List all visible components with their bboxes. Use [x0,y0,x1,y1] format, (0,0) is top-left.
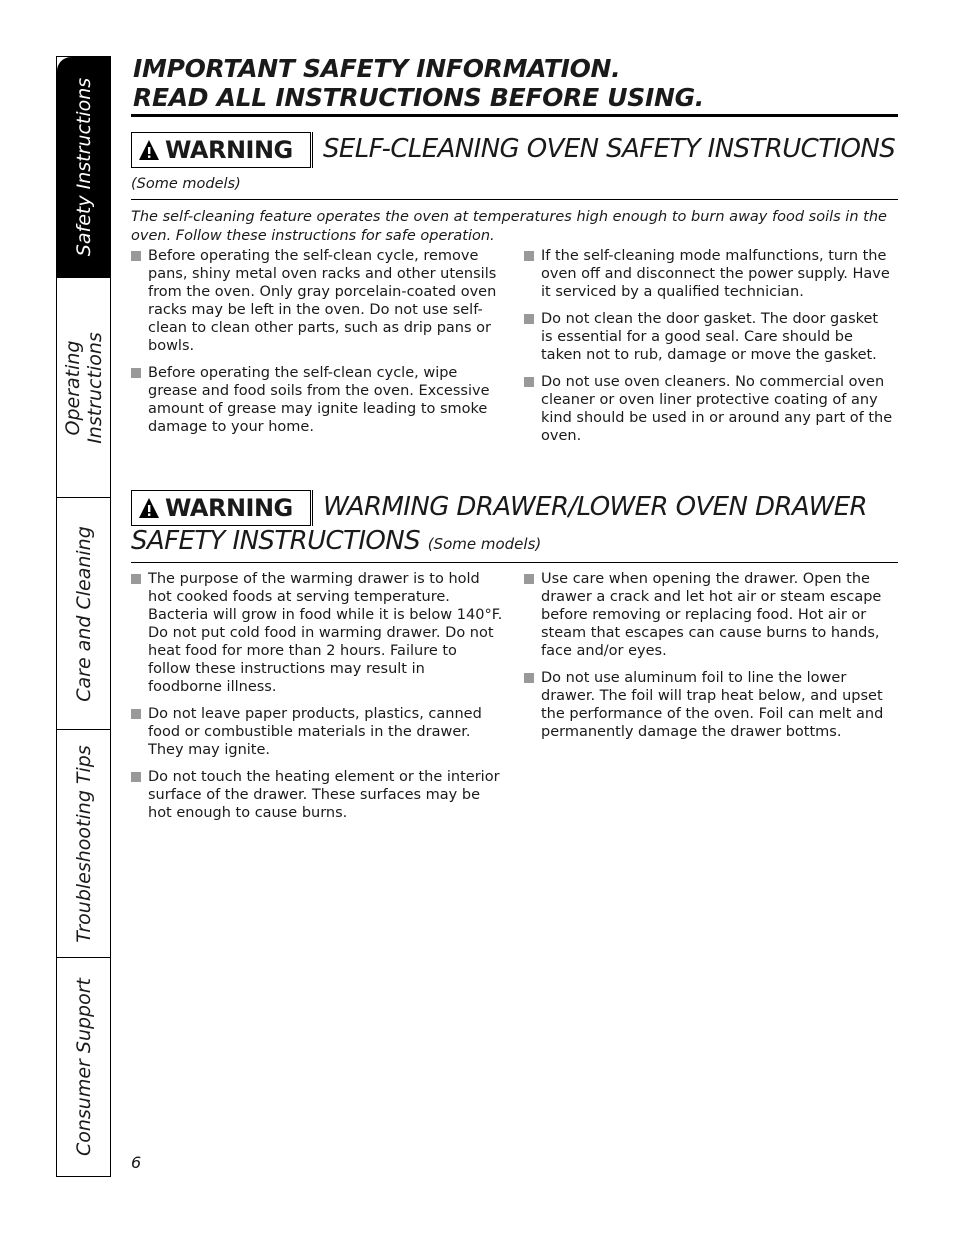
square-bullet-icon [524,314,534,324]
list-item [524,310,894,364]
tab-label: Care and Cleaning [73,525,95,702]
list-item-text: Do not use oven cleaners. No commercial oven cleaner or oven liner protective coating of any kind should be used in or around any part of the oven. [541,374,893,444]
square-bullet-icon [131,772,141,782]
section-intro: The self-cleaning feature operates the oven at temperatures high enough to burn away food soils in the oven. Follow these instructions for safe operation. [131,209,887,244]
warning-label: WARNING [165,494,293,522]
some-models-note: (Some models) [427,535,542,553]
list-item-text: If the self-cleaning mode malfunctions, turn the oven off and disconnect the power supply. Have it serviced by a qualified technician. [541,248,890,300]
list-item-text: The purpose of the warming drawer is to hold hot cooked foods at serving temperature. Bacteria will grow in food while it is below 140°F. Do not put cold food in warming drawer. Do not heat food for more than 2 hours. Failure to follow these instructions may result in foodborne illness. [148,571,503,695]
list-item-text: Do not use aluminum foil to line the lower drawer. The foil will trap heat below, and upset the performance of the oven. Foil can melt and permanently damage the drawer bottms. [541,670,884,740]
tab-label-line2: Instructions [84,331,106,444]
square-bullet-icon [131,709,141,719]
square-bullet-icon [131,574,141,584]
warning-badge-bar [312,132,314,168]
page-title-line1: IMPORTANT SAFETY INFORMATION. [133,54,621,83]
tab-operating-instructions[interactable] [57,278,111,498]
sidebar-tabs [56,56,111,1177]
list-item-text: Do not clean the door gasket. The door gasket is essential for a good seal. Care should be taken not to rub, damage or move the gasket. [541,311,879,363]
list-item [524,669,894,741]
square-bullet-icon [524,673,534,683]
list-item-text: Use care when opening the drawer. Open the drawer a crack and let hot air or steam escape before removing or replacing food. Hot air or steam that escapes can cause burns to hands, face and/or eyes. [541,571,882,659]
tab-consumer-support[interactable] [57,958,111,1176]
section2-left-column [131,570,503,831]
tab-safety-instructions[interactable] [57,57,111,278]
list-item [131,570,503,696]
list-item-text: Before operating the self-clean cycle, wipe grease and food soils from the oven. Excessive amount of grease may ignite leading to smoke damage to your home. [148,365,490,435]
page-title-line2: READ ALL INSTRUCTIONS BEFORE USING. [133,83,705,112]
warning-triangle-icon [138,139,160,161]
list-item [131,705,503,759]
section-title-line1: WARMING DRAWER/LOWER OVEN DRAWER [323,492,868,522]
square-bullet-icon [131,368,141,378]
list-item [131,247,501,355]
section1-left-column [131,247,501,445]
warning-triangle-icon [138,497,160,519]
page-title [133,54,898,112]
page-number: 6 [131,1153,142,1172]
list-item-text: Do not touch the heating element or the interior surface of the drawer. These surfaces may be hot enough to cause burns. [148,769,500,821]
tab-label [62,332,106,444]
tab-label-line1: Operating [62,340,84,435]
list-item [524,570,894,660]
section2-right-column [524,570,894,750]
some-models-note: (Some models) [131,176,241,192]
section-title: SELF-CLEANING OVEN SAFETY INSTRUCTIONS [323,134,896,164]
list-item-text: Do not leave paper products, plastics, canned food or combustible materials in the drawer. They may ignite. [148,706,482,758]
section-title-line2 [131,526,541,556]
tab-troubleshooting-tips[interactable] [57,730,111,958]
section1-right-column [524,247,894,454]
square-bullet-icon [524,574,534,584]
tab-label: Troubleshooting Tips [73,744,95,943]
warning-badge-bar [312,490,314,526]
tab-label: Safety Instructions [73,77,95,257]
section-title-text: SAFETY INSTRUCTIONS [131,526,421,556]
list-item-text: Before operating the self-clean cycle, remove pans, shiny metal oven racks and other utensils from the oven. Only gray porcelain-coated oven racks may be left in the oven. Do not use self-clean to clean other parts, such as drip pans or bowls. [148,248,497,354]
list-item [131,768,503,822]
warning-badge [131,132,311,168]
square-bullet-icon [524,251,534,261]
list-item [131,364,501,436]
square-bullet-icon [524,377,534,387]
section-rule [131,199,898,200]
square-bullet-icon [131,251,141,261]
list-item [524,247,894,301]
warning-label: WARNING [165,136,293,164]
list-item [524,373,894,445]
title-rule [131,114,898,117]
section-rule [131,562,898,563]
warning-badge [131,490,311,526]
tab-care-and-cleaning[interactable] [57,498,111,730]
tab-label: Consumer Support [73,977,95,1157]
